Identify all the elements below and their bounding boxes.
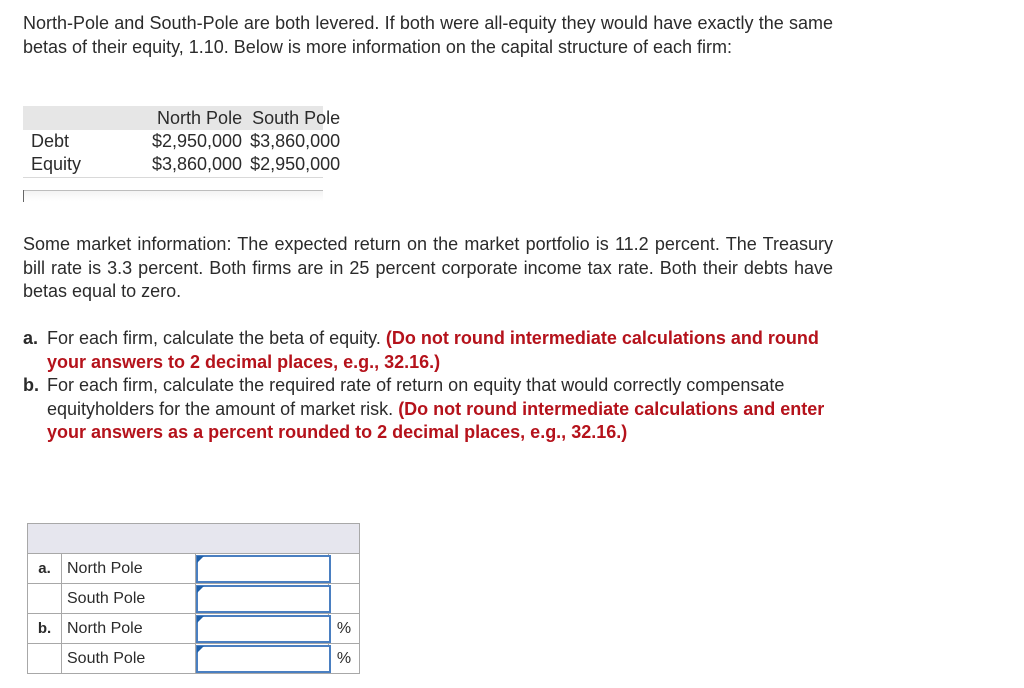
debt-north: $2,950,000 <box>151 131 243 151</box>
percent-unit: % <box>329 644 360 674</box>
return-south-pole-input[interactable] <box>196 645 331 673</box>
row-label-debt: Debt <box>31 131 70 151</box>
table-footer-bar <box>23 190 323 201</box>
answer-row-firm: South Pole <box>62 644 196 674</box>
answer-row-firm: South Pole <box>62 584 196 614</box>
table-row <box>28 614 360 644</box>
input-corner-marker <box>197 616 204 623</box>
question-b <box>23 374 835 445</box>
answer-row-letter <box>28 584 62 614</box>
percent-unit: % <box>329 614 360 644</box>
answer-table-header <box>28 524 360 554</box>
input-corner-marker <box>197 556 204 563</box>
equity-north: $3,860,000 <box>151 154 243 174</box>
beta-south-pole-input[interactable] <box>196 585 331 613</box>
table-row <box>28 584 360 614</box>
table-row <box>28 554 360 584</box>
answer-row-firm: North Pole <box>62 614 196 644</box>
answer-row-letter: a. <box>28 554 62 584</box>
header-south-pole: South Pole <box>252 108 341 128</box>
answer-row-firm: North Pole <box>62 554 196 584</box>
question-a-letter: a. <box>23 328 39 348</box>
row-divider <box>23 177 323 178</box>
market-info-paragraph: Some market information: The expected return on the market portfolio is 11.2 percent. The Treasury bill rate is 3.3 percent. Both firms are in 25 percent corporate income tax rate. Both their debts have betas equal to zero. <box>23 234 833 301</box>
answer-cell <box>196 584 329 614</box>
answer-table <box>27 523 360 674</box>
input-corner-marker <box>197 646 204 653</box>
answer-row-letter <box>28 644 62 674</box>
return-north-pole-input[interactable] <box>196 615 331 643</box>
answer-cell <box>196 614 329 644</box>
beta-north-pole-input[interactable] <box>196 555 331 583</box>
input-corner-marker <box>197 586 204 593</box>
table-row <box>28 644 360 674</box>
question-b-instruction: (Do not round intermediate calculations and enter your answers as a percent rounded to 2 decimal places, e.g., 32.16.) <box>47 398 825 442</box>
debt-south: $3,860,000 <box>250 131 341 151</box>
intro-paragraph: North-Pole and South-Pole are both levered. If both were all-equity they would have exactly the same betas of their equity, 1.10. Below is more information on the capital structure of each firm: <box>23 13 833 57</box>
question-a-text: For each firm, calculate the beta of equity. <box>47 328 381 348</box>
answer-row-unit <box>329 584 360 614</box>
capital-structure-table <box>23 106 341 198</box>
row-label-equity: Equity <box>31 154 82 174</box>
equity-south: $2,950,000 <box>250 154 341 174</box>
answer-cell <box>196 554 329 584</box>
question-a-instruction: (Do not round intermediate calculations and round your answers to 2 decimal places, e.g., 32.16.) <box>47 328 819 372</box>
header-blank <box>31 107 89 130</box>
answer-row-unit <box>329 554 360 584</box>
header-north-pole: North Pole <box>157 108 243 128</box>
question-a <box>23 327 835 374</box>
footer-tick <box>23 190 24 202</box>
question-b-letter: b. <box>23 375 39 395</box>
answer-row-letter: b. <box>28 614 62 644</box>
answer-cell <box>196 644 329 674</box>
question-b-text: For each firm, calculate the required rate of return on equity that would correctly compensate equityholders for the amount of market risk. <box>47 375 785 419</box>
